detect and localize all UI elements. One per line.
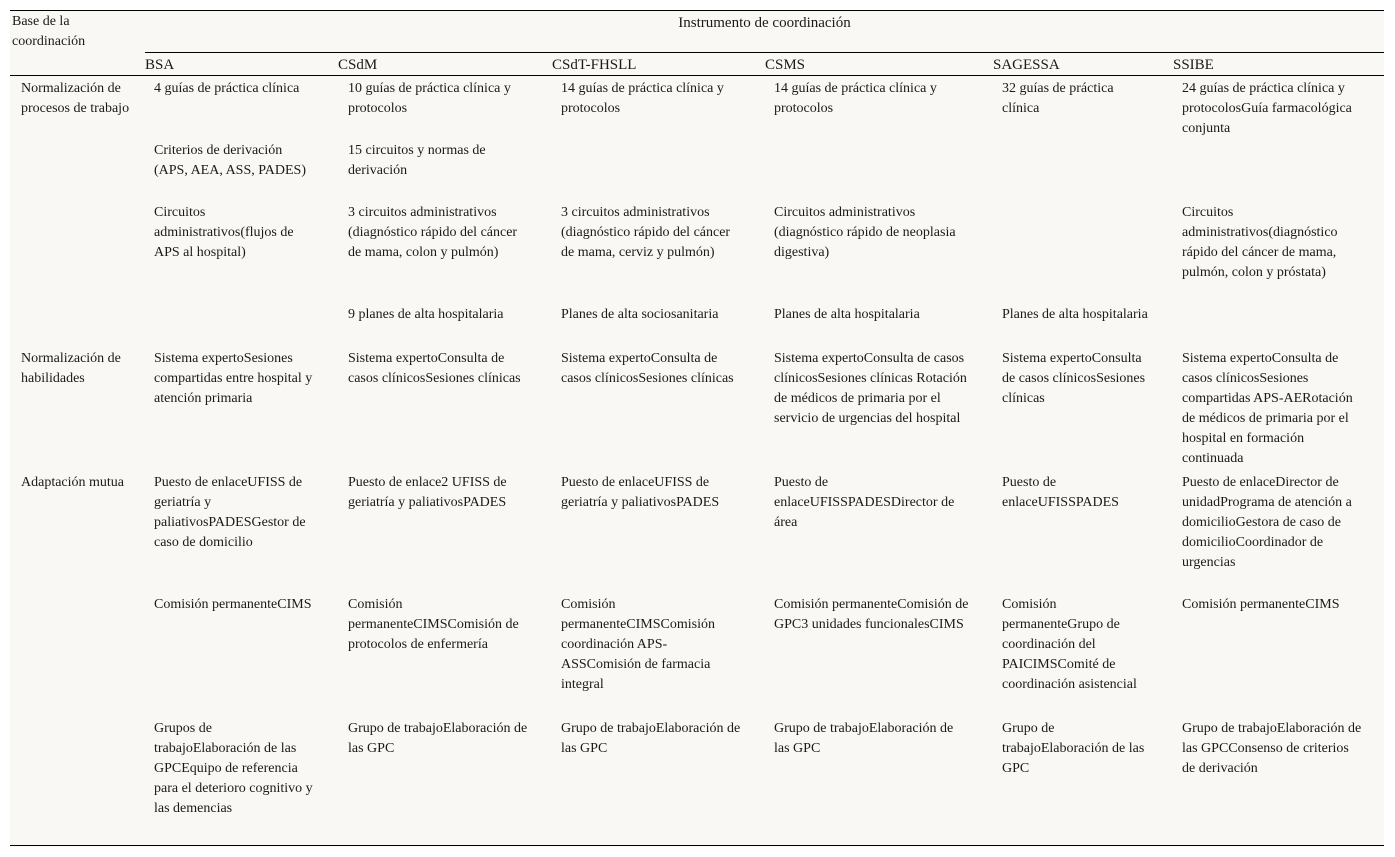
table-cell: Sistema expertoConsulta de casos clínicosSesiones compartidas APS-AERotación de médicos de primaria por el hospital en formación continuada [1182, 351, 1353, 466]
table-cell: Sistema expertoConsulta de casos clínicosSesiones clínicas [1002, 351, 1146, 406]
table-bottom-rule [10, 845, 1384, 846]
table-cell: Criterios de derivación (APS, AEA, ASS, PADES) [154, 143, 306, 178]
table-cell: 24 guías de práctica clínica y protocolosGuía farmacológica conjunta [1182, 81, 1352, 136]
row-label-adaptacion: Adaptación mutua [21, 475, 125, 490]
column-header-csdm: CSdM [338, 57, 378, 73]
table-cell: Circuitos administrativos(diagnóstico rápido del cáncer de mama, pulmón, colon y próstata) [1182, 205, 1338, 280]
table-cell: Comisión permanenteCIMSComisión coordinación APS-ASSComisión de farmacia integral [561, 597, 715, 692]
table-cell: Comisión permanenteCIMS [1182, 597, 1340, 612]
group-header-rule [145, 52, 1384, 53]
table-cell: Comisión permanenteComisión de GPC3 unidades funcionalesCIMS [774, 597, 969, 632]
table-cell: Grupo de trabajoElaboración de las GPC [1002, 721, 1145, 776]
table-cell: Puesto de enlaceDirector de unidadPrograma de atención a domicilioGestora de caso de domicilioCoordinador de urgencias [1182, 475, 1352, 570]
table-cell: Sistema expertoConsulta de casos clínicosSesiones clínicas Rotación de médicos de primaria por el servicio de urgencias del hospital [774, 351, 967, 426]
table-cell: 10 guías de práctica clínica y protocolos [348, 81, 511, 116]
table-cell: Sistema expertoSesiones compartidas entre hospital y atención primaria [154, 351, 313, 406]
column-header-ssibe: SSIBE [1173, 57, 1214, 73]
table-cell: Puesto de enlaceUFISS de geriatría y paliativosPADES [561, 475, 720, 510]
coordination-table [10, 10, 1384, 847]
table-cell: Grupo de trabajoElaboración de las GPCConsenso de criterios de derivación [1182, 721, 1362, 776]
header-bottom-rule [10, 75, 1384, 76]
table-cell: Puesto de enlaceUFISSPADES [1002, 475, 1119, 510]
table-cell: Grupo de trabajoElaboración de las GPC [348, 721, 528, 756]
column-header-csms: CSMS [765, 57, 806, 73]
table-cell: Comisión permanenteCIMS [154, 597, 312, 612]
table-cell: Planes de alta hospitalaria [1002, 307, 1148, 322]
table-cell: Sistema expertoConsulta de casos clínicosSesiones clínicas [561, 351, 734, 386]
table-cell: 15 circuitos y normas de derivación [348, 143, 486, 178]
row-label-habilidades: Normalización de habilidades [21, 351, 121, 386]
table-cell: 4 guías de práctica clínica [154, 81, 300, 96]
table-cell: Comisión permanenteGrupo de coordinación del PAICIMSComité de coordinación asistencial [1002, 597, 1137, 692]
table-cell: 3 circuitos administrativos (diagnóstico rápido del cáncer de mama, cerviz y pulmón) [561, 205, 731, 260]
table-cell: Puesto de enlaceUFISSPADESDirector de área [774, 475, 955, 530]
table-cell: Grupos de trabajoElaboración de las GPCEquipo de referencia para el deterioro cognitivo y las demencias [154, 721, 313, 816]
table-cell: Grupo de trabajoElaboración de las GPC [774, 721, 954, 756]
table-cell: Puesto de enlace2 UFISS de geriatría y paliativosPADES [348, 475, 507, 510]
table-cell: Comisión permanenteCIMSComisión de protocolos de enfermería [348, 597, 519, 652]
column-header-bsa: BSA [145, 57, 175, 73]
table-cell: Grupo de trabajoElaboración de las GPC [561, 721, 741, 756]
column-header-csdt-fhsll: CSdT-FHSLL [552, 57, 637, 73]
table-top-rule [10, 10, 1384, 11]
table-cell: Circuitos administrativos(flujos de APS al hospital) [154, 205, 294, 260]
table-cell: 14 guías de práctica clínica y protocolos [561, 81, 724, 116]
table-cell: 9 planes de alta hospitalaria [348, 307, 504, 322]
table-cell: Puesto de enlaceUFISS de geriatría y paliativosPADESGestor de caso de domicilio [154, 475, 306, 550]
table-cell: 3 circuitos administrativos (diagnóstico rápido del cáncer de mama, colon y pulmón) [348, 205, 518, 260]
table-cell: Planes de alta sociosanitaria [561, 307, 719, 322]
table-cell: Sistema expertoConsulta de casos clínicosSesiones clínicas [348, 351, 521, 386]
table-cell: Planes de alta hospitalaria [774, 307, 920, 322]
row-label-procesos: Normalización de procesos de trabajo [21, 81, 130, 116]
table-cell: Circuitos administrativos (diagnóstico rápido de neoplasia digestiva) [774, 205, 956, 260]
corner-header: Base de la coordinación [12, 14, 86, 49]
table-cell: 32 guías de práctica clínica [1002, 81, 1114, 116]
column-header-sagessa: SAGESSA [993, 57, 1060, 73]
group-header-title: Instrumento de coordinación [678, 15, 851, 31]
table-cell: 14 guías de práctica clínica y protocolos [774, 81, 937, 116]
